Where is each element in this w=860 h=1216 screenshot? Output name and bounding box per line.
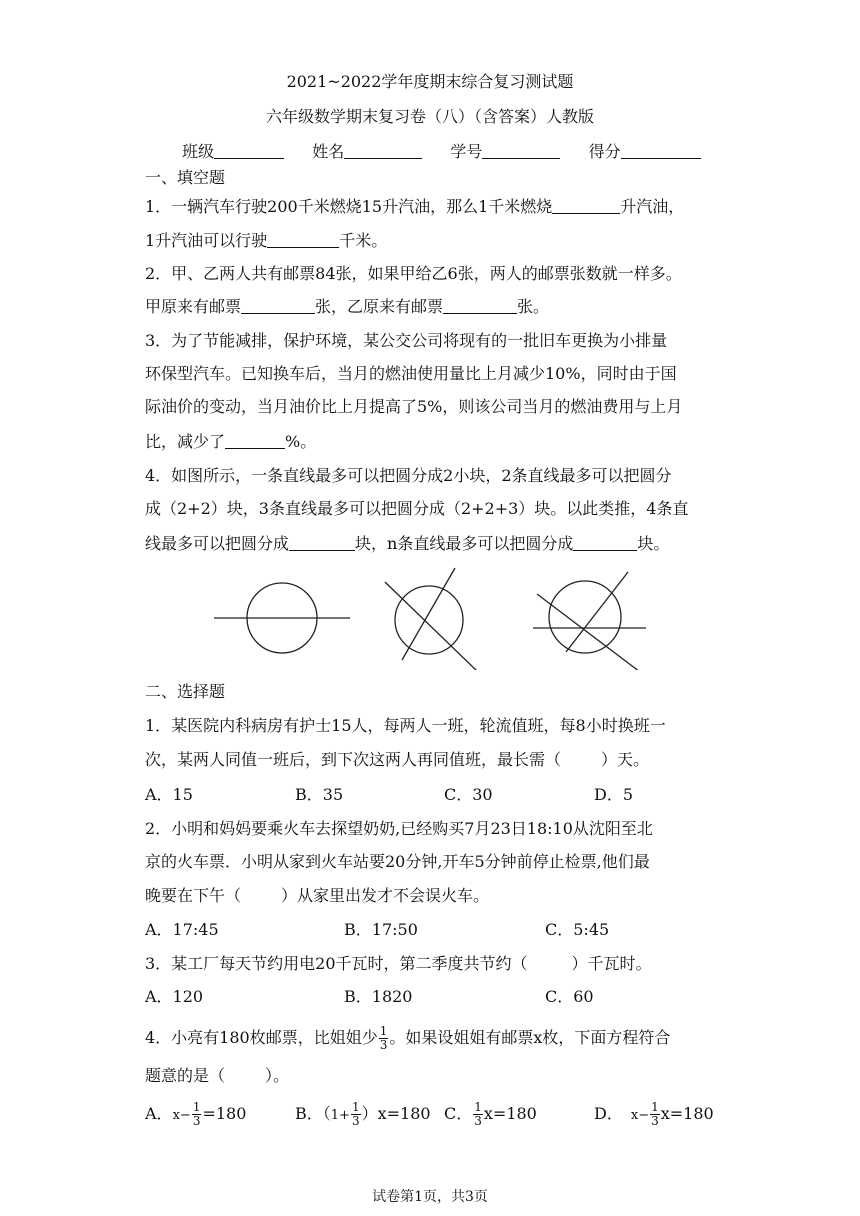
s2-q2-option-c[interactable]: C．5:45	[545, 920, 610, 939]
s1-q3-line1: 3．为了节能减排，保护环境，某公交公司将现有的一批旧车更换为小排量	[145, 331, 668, 350]
exam-subtitle: 六年级数学期末复习卷（八）（含答案）人教版	[265, 107, 594, 126]
s2-q3-line1: 3．某工厂每天节约用电20千瓦时，第二季度共节约（ ）千瓦时。	[145, 954, 652, 973]
figure-two-lines	[385, 568, 478, 670]
s1-q3-line2: 环保型汽车。已知换车后，当月的燃油使用量比上月减少10%，同时由于国	[145, 364, 677, 383]
s2-q2-line3: 晚要在下午（ ）从家里出发才不会误火车。	[145, 886, 490, 905]
figure-three-lines	[533, 572, 646, 670]
s2-q4-option-b[interactable]: B．（1+ $\frac{1}{3}$ ）x=180	[295, 1100, 431, 1128]
name-label: 姓名	[312, 142, 345, 161]
s2-q4-line1: 4．小亮有180枚邮票，比姐姐少 $\frac{1}{3}$ 。如果设姐姐有邮票x枚，下面方程符合	[145, 1024, 671, 1052]
number-blank[interactable]	[482, 142, 560, 159]
s2-q2-option-a[interactable]: A．17:45	[145, 920, 219, 939]
class-label: 班级	[182, 142, 215, 161]
s2-q3-option-c[interactable]: C．60	[545, 987, 594, 1006]
s1-q1-line2: 1升汽油可以行驶 千米。	[145, 231, 388, 250]
s2-q1-option-b[interactable]: B．35	[295, 785, 344, 804]
class-blank[interactable]	[214, 142, 284, 159]
s1-q1-blank1[interactable]	[552, 197, 620, 214]
s2-q2-line1: 2．小明和妈妈要乘火车去探望奶奶,已经购买7月23日18:10从沈阳至北	[145, 819, 653, 838]
section2-title: 二、选择题	[145, 682, 226, 701]
s2-q1-option-d[interactable]: D．5	[594, 785, 634, 804]
s1-q1-line1: 1．一辆汽车行驶200千米燃烧15升汽油，那么1千米燃烧 升汽油，	[145, 197, 685, 216]
s1-q2-line2: 甲原来有邮票 张，乙原来有邮票 张。	[145, 297, 550, 316]
student-info-row	[182, 142, 701, 162]
s2-q4-option-a[interactable]: A．x− $\frac{1}{3}$ =180	[145, 1100, 247, 1128]
section1-title: 一、填空题	[145, 168, 226, 187]
page-footer: 试卷第1页，共3页	[372, 1189, 488, 1205]
s2-q1-line2: 次，某两人同值一班后，到下次这两人再同值班，最长需（ ）天。	[145, 750, 650, 769]
s2-q4-option-d[interactable]: D． x− $\frac{1}{3}$ x=180	[594, 1100, 714, 1128]
exam-title: 2021~2022学年度期末综合复习测试题	[286, 72, 574, 91]
s2-q1-option-a[interactable]: A．15	[145, 785, 193, 804]
s1-q3-line3: 际油价的变动，当月油价比上月提高了5%，则该公司当月的燃油费用与上月	[145, 397, 683, 416]
s2-q4-line2: 题意的是（ ）。	[145, 1066, 290, 1085]
s2-q2-option-b[interactable]: B．17:50	[344, 920, 418, 939]
s2-q3-option-a[interactable]: A．120	[145, 987, 204, 1006]
s1-q4-line2: 成（2+2）块，3条直线最多可以把圆分成（2+2+3）块。以此类推，4条直	[145, 499, 689, 518]
score-label: 得分	[588, 142, 621, 161]
score-blank[interactable]	[621, 142, 701, 159]
s1-q1-blank2[interactable]	[267, 231, 339, 248]
s1-q3-blank[interactable]	[225, 432, 285, 449]
s2-q1-option-c[interactable]: C．30	[444, 785, 493, 804]
figure-one-line	[214, 583, 350, 653]
s2-q2-line2: 京的火车票．小明从家到火车站要20分钟,开车5分钟前停止检票,他们最	[145, 852, 650, 871]
s2-q4-option-c[interactable]: C． $\frac{1}{3}$ x=180	[444, 1100, 537, 1128]
s1-q4-line1: 4．如图所示，一条直线最多可以把圆分成2小块，2条直线最多可以把圆分	[145, 466, 672, 485]
s2-q1-line1: 1．某医院内科病房有护士15人，每两人一班，轮流值班，每8小时换班一	[145, 716, 666, 735]
s1-q3-line4: 比，减少了 %。	[145, 432, 317, 451]
s1-q2-blank1[interactable]	[241, 297, 315, 314]
s2-q3-option-b[interactable]: B．1820	[344, 987, 413, 1006]
s1-q2-line1: 2．甲、乙两人共有邮票84张，如果甲给乙6张，两人的邮票张数就一样多。	[145, 264, 682, 283]
s1-q4-line3: 线最多可以把圆分成 块，n条直线最多可以把圆分成 块。	[145, 534, 670, 553]
circle-division-figures	[0, 560, 860, 670]
name-blank[interactable]	[344, 142, 422, 159]
s1-q4-blank2[interactable]	[573, 534, 637, 551]
fraction-one-third: $\frac{1}{3}$	[379, 1024, 388, 1052]
s1-q4-blank1[interactable]	[289, 534, 355, 551]
s1-q2-blank2[interactable]	[443, 297, 517, 314]
number-label: 学号	[450, 142, 483, 161]
